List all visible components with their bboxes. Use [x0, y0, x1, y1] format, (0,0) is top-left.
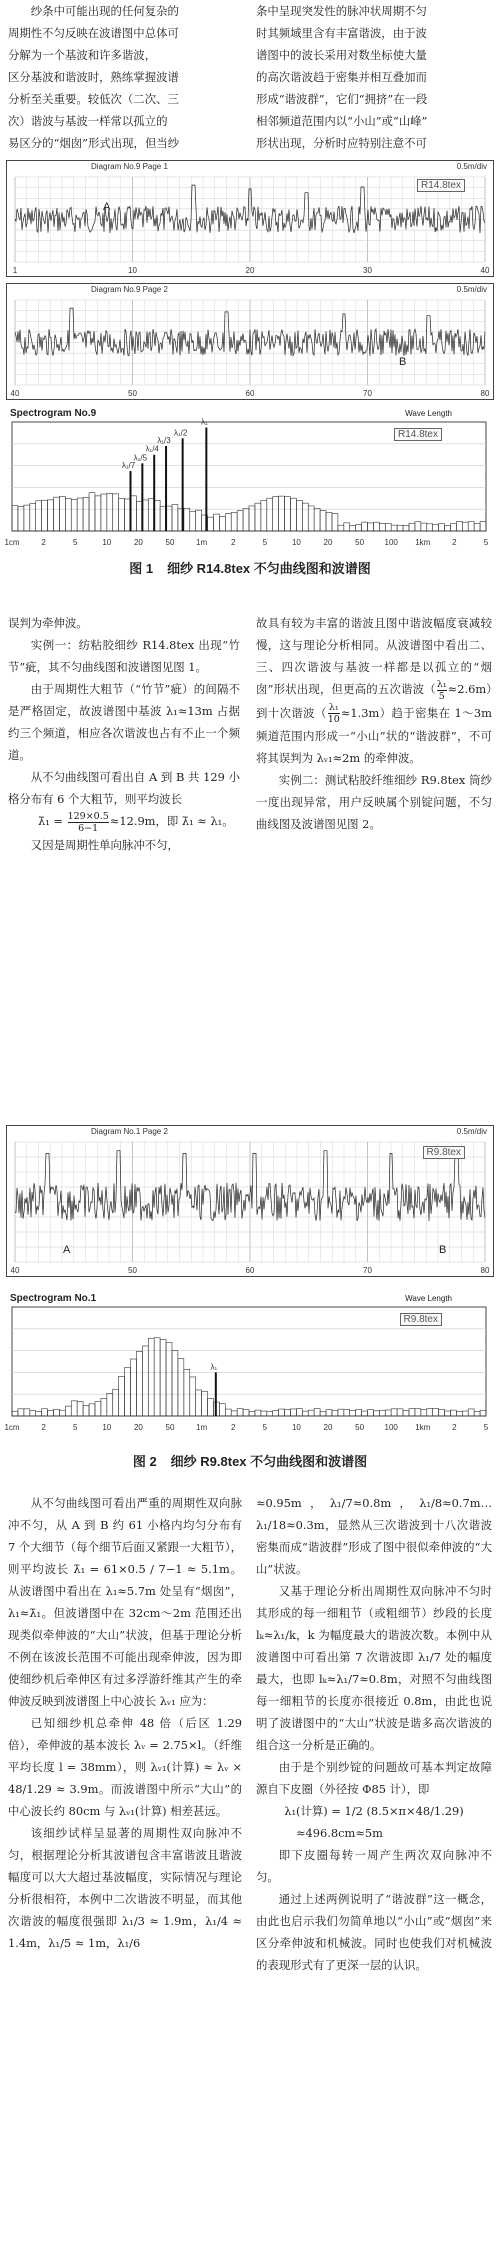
spectrum-bar — [36, 1411, 42, 1416]
mid-left-text — [8, 612, 240, 856]
spectrum-bar — [326, 512, 332, 531]
spectrum-bar — [113, 1389, 119, 1416]
spectrum-bar — [403, 525, 409, 531]
spectrogram-1 — [6, 408, 492, 553]
x-axis-label: 50 — [355, 1423, 365, 1432]
spectrum-bar — [243, 1410, 249, 1416]
spectrum-bar — [450, 524, 456, 531]
spectrum-bar — [397, 525, 403, 531]
spectrum-bar — [113, 494, 119, 531]
spectrum-bar — [148, 1338, 154, 1416]
spectrum-bar — [101, 1399, 107, 1416]
spectrum-bar — [202, 1391, 208, 1416]
spectrum-bar — [59, 1410, 65, 1416]
text-line: 的高次谐波趋于密集并相互叠加而 — [256, 70, 427, 84]
spectrum-bar — [36, 501, 42, 531]
x-axis-label: 100 — [384, 1423, 398, 1432]
paragraph: 由于周期性大粗节（“竹节”疵）的间隔不是严格固定，故波谱图中基波 λ₁≈13m 占据约三个频道，相应各次谐波也占有不止一个频道。 — [8, 682, 240, 762]
spectrum-bar — [190, 1377, 196, 1416]
yarn-tag: R9.8tex — [423, 1146, 465, 1159]
unevenness-diagram-1 — [6, 160, 494, 277]
spectrum-bar — [154, 1338, 160, 1416]
spectrum-bar — [95, 496, 101, 531]
spectrum-bar — [385, 523, 391, 531]
top-right-text — [256, 0, 494, 154]
spectrum-bar — [350, 525, 356, 531]
spectrum-bar — [362, 1411, 368, 1416]
yarn-tag: R14.8tex — [394, 428, 442, 441]
spectrum-bar — [166, 1342, 172, 1416]
x-tick-label: 80 — [480, 389, 490, 398]
top-left-text — [8, 0, 246, 154]
x-axis-label: 2 — [230, 538, 236, 547]
x-axis-label: 5 — [72, 1423, 78, 1432]
peak-label: λ₁/4 — [145, 444, 159, 454]
x-tick-label: 1 — [12, 266, 18, 275]
spectrum-bar — [184, 508, 190, 531]
spectrum-bar — [65, 499, 71, 531]
spectrum-bar — [320, 511, 326, 531]
spectrum-bar — [308, 1410, 314, 1416]
peak-label: λ₁ — [200, 417, 208, 427]
spectrum-bar — [338, 525, 344, 531]
spectrum-bar — [77, 498, 83, 531]
spectrum-bar — [314, 509, 320, 531]
spectrum-bar — [249, 506, 255, 531]
spectrum-bar — [391, 1409, 397, 1416]
x-axis-label: 1m — [196, 1423, 208, 1432]
spectrum-bar — [231, 1411, 237, 1416]
spectrum-bar — [196, 1390, 202, 1416]
spectrum-bar — [480, 1411, 486, 1416]
text-line: 区分基波和谐波时，熟练掌握波谱 — [8, 70, 179, 84]
paragraph: 通过上述两例说明了“谐波群”这一概念，由此也启示我们勿简单地以“小山”或“烟囱”来区分牵伸波和机械波。同时也使我们对机械波的表现形式有了更深一层的认识。 — [256, 1892, 492, 1972]
spectrum-bar — [65, 1406, 71, 1416]
spectrum-bar — [373, 1411, 379, 1416]
spectrum-bar — [462, 1411, 468, 1416]
spectrum-bar — [433, 525, 439, 531]
spectrum-bar — [296, 1409, 302, 1416]
spectrum-bar — [18, 506, 24, 531]
spectrum-bar — [178, 1359, 184, 1416]
spectrum-bar — [53, 1409, 59, 1416]
x-axis-label: 5 — [72, 538, 78, 547]
spectrum-bar — [308, 506, 314, 531]
diagram-header: Diagram No.1 Page 2 — [91, 1127, 168, 1136]
x-axis-label: 100 — [384, 538, 398, 547]
spectrum-bar — [290, 1409, 296, 1416]
spectrum-bar — [356, 1409, 362, 1416]
spectrum-bar — [83, 1405, 89, 1416]
spectrum-bar — [409, 523, 415, 531]
spectrum-bar — [237, 511, 243, 531]
x-tick-label: 70 — [363, 1266, 372, 1275]
paragraph: 又基于理论分析出周期性双向脉冲不匀时其形成的每一细粗节（或粗细节）纱段的长度 lₖ≈λ₁/k，k 为幅度最大的谐波次数。本例中从波谱图中可看出第 7 次谐波即 λ₁/7 处的幅度最大，也即 lₖ≈λ₁/7≈0.8m，对照不匀曲线图每一细粗节的长度亦很接近 0.8m，由此也说明了波谱图中的“大山”状波是谐多高次谐波的组合这一分析是正确的。 — [256, 1584, 492, 1752]
x-tick-label: 60 — [245, 389, 255, 398]
spectrum-bar — [439, 1409, 445, 1416]
spectrogram-header: Spectrogram No.9 — [10, 408, 97, 419]
x-axis-label: 1km — [415, 538, 431, 547]
spectrum-bar — [107, 493, 113, 531]
spectrum-bar — [77, 1402, 83, 1416]
spectrum-bar — [107, 1393, 113, 1416]
spectrum-bar — [462, 522, 468, 531]
x-axis-label: 2 — [452, 1423, 457, 1432]
diagram-2-trace — [7, 284, 493, 399]
marker-b: B — [439, 1244, 447, 1256]
spectrum-bar — [320, 1411, 326, 1416]
x-axis-label: 1m — [196, 538, 208, 547]
spectrum-bar — [219, 1404, 225, 1416]
paragraph: 即下皮圈每转一周产生两次双向脉冲不匀。 — [256, 1848, 492, 1884]
paragraph: 从不匀曲线图可看出严重的周期性双向脉冲不匀，从 A 到 B 约 61 小格内均匀分布有 7 个大细节（每个细节后面又紧跟一大粗节），则平均波长 λ̄₁ = 61×0.5 / 7−1 ≈ 5.1m。从波谱图中看出在 λ₁≈5.7m 处呈有“烟囱”，λ₁≈λ̄₁。但波谱图中在 32cm～2m 范围还出现类似牵伸波的“大山”状波，但基于理论分析不例在该波长范围不可能出现牵伸波，因为即使细纱机后牵伸区有过多浮游纤维其产生的牵伸波反映到波谱图上中心波长 λᵥ₁ 应为： — [8, 1496, 242, 1708]
spectrum-bar — [409, 1409, 415, 1416]
spectrum-bar — [249, 1411, 255, 1416]
spectrum-bar — [71, 1401, 77, 1416]
spectrum-bar — [267, 498, 273, 531]
spectrum-bar — [184, 1369, 190, 1416]
spectrum-bar — [326, 1410, 332, 1416]
spectrum-bar — [302, 1411, 308, 1416]
diagram-scale: 0.5m/div — [456, 285, 487, 294]
x-axis-label: 2 — [41, 1423, 46, 1432]
spectrum-bar — [296, 500, 302, 531]
spectrum-bar — [172, 1351, 178, 1416]
spectrum-bar — [53, 497, 59, 531]
bottom-right-text — [256, 1492, 492, 1976]
yarn-tag: R9.8tex — [400, 1313, 442, 1326]
x-axis-label: 1cm — [4, 538, 20, 547]
peak-label: λ₁/2 — [173, 428, 188, 438]
marker-b: B — [399, 356, 407, 368]
spectrum-bar — [237, 1409, 243, 1416]
x-tick-label: 60 — [245, 1266, 255, 1275]
spectrum-bar — [379, 523, 385, 531]
text-line: 纱条中可能出现的任何复杂的 — [30, 4, 179, 18]
text-line: 形状出现，分析时应特别注意不可 — [256, 136, 427, 150]
peak-label: λ₁/7 — [121, 461, 136, 471]
spectrum-bar — [213, 514, 219, 531]
diagram-scale: 0.5m/div — [456, 162, 487, 171]
x-tick-label: 70 — [363, 389, 372, 398]
paragraph: ≈0.95m，λ₁/7≈0.8m，λ₁/8≈0.7m…λ₁/18≈0.3m，显然从三次谐波到十八次谐波密集而成“谐波群”形成了图中很似牵伸波的“大山”状波。 — [256, 1496, 492, 1576]
spectrum-bar — [350, 1410, 356, 1416]
spectrum-bar — [480, 521, 486, 531]
spectrum-bar — [415, 1409, 421, 1416]
x-axis-label: 5 — [262, 538, 268, 547]
x-axis-label: 50 — [165, 538, 175, 547]
spectrum-bar — [450, 1410, 456, 1416]
paragraph: 又因是周期性单向脉冲不匀， — [30, 837, 179, 852]
yarn-tag: R14.8tex — [417, 179, 465, 192]
unevenness-diagram-2 — [6, 283, 494, 400]
x-axis-label: 5 — [262, 1423, 268, 1432]
spectrum-bar — [427, 524, 433, 531]
text-line: 时其频域里含有丰富谐波，由于波 — [256, 26, 427, 40]
spectrum-bar — [243, 509, 249, 531]
text-line: 形成“谐波群”，它们“拥挤”在一段 — [256, 92, 428, 106]
text-line: 周期性不匀反映在波谱图中总体可 — [8, 26, 179, 40]
paragraph: 实例一：纺粘胶细纱 R14.8tex 出现“竹节”疵，其不匀曲线图和波谱图见图 1。 — [8, 638, 240, 674]
spectrum-bar — [368, 1410, 374, 1416]
x-tick-label: 40 — [10, 389, 20, 398]
spectrum-bar — [190, 511, 196, 531]
paragraph: 已知细纱机总牵伸 48 倍（后区 1.29 倍），牵伸波的基本波长 λᵥ = 2.75×l。（纤维平均长度 l = 38mm），则 λᵥ₁(计算) ≈ λᵥ × 48/1.29 ≈ 3.9m。而波谱图中所示“大山”的中心波长约 80cm 与 λᵥ₁(计算) 相差甚远。 — [8, 1716, 242, 1818]
spectrogram-2 — [6, 1293, 492, 1438]
paragraph: 故具有较为丰富的谐波且图中谐波幅度衰减较慢，这与理论分析相同。从波谱图中看出二、三、四次谐波与基波一样都是以孤立的“烟囱”形状出现，但更高的五次谐波（ $\frac{\text{λ₁}}{5}$ ≈2.6m）到十次谐波（ $\frac{\text{λ₁}}{10}$ ≈1.3m）趋于密集在 1～3m 频道范围内形成一“小山”状的“谐波群”，不可将其误判为 λᵥ₁≈2m 的牵伸波。 — [256, 616, 493, 765]
x-axis-label: 20 — [133, 538, 143, 547]
spectrum-bar — [279, 496, 285, 531]
x-axis-label: 5 — [483, 538, 489, 547]
spectrum-bar — [379, 1410, 385, 1416]
spectrum-bar — [356, 525, 362, 531]
spectrum-bar — [71, 500, 77, 531]
text-line: 次）谐波与基波一样常以孤立的 — [8, 114, 168, 128]
x-axis-label: 10 — [102, 1423, 112, 1432]
spectrum-bar — [225, 1409, 231, 1416]
figure-2 — [6, 1125, 494, 1485]
marker-a: A — [63, 1244, 71, 1256]
spectrum-bar — [373, 522, 379, 531]
text-line: 易区分的“烟囱”形式出现，但当纱 — [8, 136, 180, 150]
spectrum-bar — [24, 1409, 30, 1416]
spectrum-bar — [83, 498, 89, 531]
spectrum-bar — [445, 525, 451, 531]
spectrum-bar — [59, 496, 65, 531]
paragraph: 从不匀曲线图可看出自 A 到 B 共 129 小格分布有 6 个大粗节，则平均波长 — [8, 770, 240, 806]
mid-right-text — [256, 612, 492, 835]
peak-label: λ₁/3 — [157, 435, 171, 445]
formula-line: λ̄₁ = $\frac{129\times 0.5}{6-1}$ ≈12.9m，即 λ̄₁ ≈ λ₁。 — [38, 810, 234, 834]
x-tick-label: 80 — [480, 1266, 490, 1275]
spectrum-bar — [261, 1411, 267, 1416]
spectrum-bar — [30, 504, 36, 531]
spectrum-bar — [12, 1411, 18, 1416]
marker-a: A — [103, 201, 111, 213]
spectrum-bar — [160, 1339, 166, 1416]
spectrum-bar — [42, 1409, 48, 1416]
spectrum-bar — [119, 1376, 125, 1416]
figure-2-caption: 图 2 细纱 R9.8tex 不匀曲线图和波谱图 — [132, 1454, 368, 1469]
spectrum-bar — [468, 522, 474, 531]
x-axis-label: 5 — [483, 1423, 489, 1432]
x-axis-label: 1km — [415, 1423, 431, 1432]
formula-line: λ₁(计算) = 1/2 (8.5×π×48/1.29) — [284, 1804, 464, 1818]
spectrum-bar — [302, 503, 308, 531]
spectrum-bar — [89, 1404, 95, 1416]
spectrum-bar — [285, 1410, 291, 1416]
x-tick-label: 50 — [128, 1266, 137, 1275]
x-axis-label: 20 — [133, 1423, 143, 1432]
spectrum-bar — [344, 523, 350, 531]
spectrum-bar — [267, 1411, 273, 1416]
spectrum-bar — [95, 1402, 101, 1416]
diagram-header: Diagram No.9 Page 1 — [91, 162, 168, 171]
spectrum-bar — [385, 1410, 391, 1416]
spectrogram-header: Spectrogram No.1 — [10, 1293, 97, 1304]
formula-line: ≈496.8cm≈5m — [296, 1826, 383, 1840]
spectrum-bar — [338, 1409, 344, 1416]
spectrum-bar — [196, 510, 202, 531]
spectrum-bar — [48, 500, 54, 531]
spectrum-bar — [208, 1398, 214, 1416]
spectrum-bar — [391, 525, 397, 531]
spectrum-bar — [219, 517, 225, 531]
peak-label: λ₁/5 — [133, 453, 148, 463]
paragraph: 由于是个别纱锭的问题故可基本判定故障源自下皮圈（外径按 Φ85 计），即 — [256, 1760, 492, 1796]
spectrum-bar — [332, 1411, 338, 1416]
spectrum-bar — [225, 514, 231, 531]
spectrogram-header-right: Wave Length — [405, 1294, 452, 1303]
spectrum-bar — [427, 1409, 433, 1416]
spectrum-bar — [474, 524, 480, 531]
x-axis-label: 10 — [291, 538, 301, 547]
diagram-header: Diagram No.9 Page 2 — [91, 285, 168, 294]
spectrum-bar — [285, 497, 291, 531]
diagram-3-trace — [7, 1126, 493, 1276]
diagram-scale: 0.5m/div — [456, 1127, 487, 1136]
spectrum-bar — [368, 523, 374, 531]
spectrum-bar — [172, 505, 178, 531]
spectrum-bar — [255, 1410, 261, 1416]
x-axis-label: 20 — [323, 538, 333, 547]
x-axis-label: 2 — [452, 538, 457, 547]
x-tick-label: 50 — [128, 389, 137, 398]
spectrum-bar — [101, 494, 107, 531]
figure-1-caption: 图 1 细纱 R14.8tex 不匀曲线图和波谱图 — [129, 561, 371, 576]
spectrum-bar — [456, 521, 462, 531]
text-line: 分析至关重要。较低次（二次、三 — [8, 92, 179, 106]
spectrum-bar — [421, 523, 427, 531]
spectrum-bar — [362, 522, 368, 531]
text-line: 分解为一个基波和许多谐波， — [8, 48, 157, 62]
spectrum-bar — [468, 1409, 474, 1416]
spectrum-bar — [421, 1410, 427, 1416]
spectrum-bar — [125, 1367, 131, 1416]
spectrum-bar — [48, 1410, 54, 1416]
paragraph: 该细纱试样呈显著的周期性双向脉冲不匀，根据理论分析其波谱包含丰富谐波且谐波幅度可以大大超过基波幅度，实际情况与理论分析很相符，本例中二次谐波不明显，而其他次谐波的幅度很强即 λ₁/3 ≈ 1.9m，λ₁/4 ≈ 1.4m，λ₁/5 ≈ 1m，λ₁/6 — [8, 1826, 242, 1950]
spectrum-bar — [261, 500, 267, 531]
text-line: 谱图中的波长采用对数坐标使大量 — [256, 48, 427, 62]
spectrum-bar — [439, 524, 445, 531]
spectrum-bar — [433, 1409, 439, 1416]
spectrum-bar — [131, 1359, 137, 1416]
spectrum-bar — [397, 1409, 403, 1416]
spectrum-bar — [136, 1351, 142, 1416]
spectrum-bar — [332, 514, 338, 531]
spectrum-bar — [415, 522, 421, 531]
x-axis-label: 50 — [355, 538, 365, 547]
spectrum-bar — [273, 497, 279, 531]
spectrum-bar — [255, 503, 261, 531]
bottom-left-text — [8, 1492, 242, 1954]
x-axis-label: 50 — [165, 1423, 175, 1432]
x-axis-label: 2 — [230, 1423, 236, 1432]
spectrum-bar — [119, 499, 125, 531]
spectrum-bar — [314, 1409, 320, 1416]
spectrum-bar — [445, 1411, 451, 1416]
spectrum-bar — [474, 1412, 480, 1416]
spectrum-bar — [89, 493, 95, 531]
spectrum-bar — [456, 1412, 462, 1416]
x-axis-label: 10 — [102, 538, 112, 547]
spectrum-bar — [273, 1411, 279, 1416]
spectrum-bar — [279, 1409, 285, 1416]
x-tick-label: 40 — [480, 266, 490, 275]
spectrum-bar — [403, 1411, 409, 1416]
text-line: 条中呈现突发性的脉冲状周期不匀 — [256, 4, 427, 18]
x-axis-label: 10 — [291, 1423, 301, 1432]
spectrum-bar — [42, 500, 48, 531]
text-line: 相邻频道范围内以“小山”或“山峰” — [256, 114, 428, 128]
x-tick-label: 40 — [10, 1266, 20, 1275]
paragraph: 实例二：测试粘胶纤维细纱 R9.8tex 筒纱一度出现异常，用户反映属个别锭问题，不匀曲线图及波谱图见图 2。 — [256, 773, 492, 831]
peak-label: λ₁ — [210, 1362, 218, 1372]
figure-1 — [6, 160, 494, 580]
paragraph: 误判为牵伸波。 — [8, 616, 88, 630]
spectrum-bar — [208, 517, 214, 531]
x-axis-label: 2 — [41, 538, 46, 547]
spectrum-bar — [18, 1409, 24, 1416]
x-axis-label: 20 — [323, 1423, 333, 1432]
spectrum-bar — [30, 1411, 36, 1416]
x-tick-label: 10 — [128, 266, 137, 275]
spectrum-bar — [344, 1409, 350, 1416]
spectrum-bar — [231, 512, 237, 531]
spectrum-bar — [290, 498, 296, 531]
spectrum-bar — [142, 1346, 148, 1416]
x-tick-label: 20 — [245, 266, 255, 275]
spectrogram-header-right: Wave Length — [405, 409, 452, 418]
x-tick-label: 30 — [363, 266, 372, 275]
unevenness-diagram-3 — [6, 1125, 494, 1277]
x-axis-label: 1cm — [4, 1423, 20, 1432]
